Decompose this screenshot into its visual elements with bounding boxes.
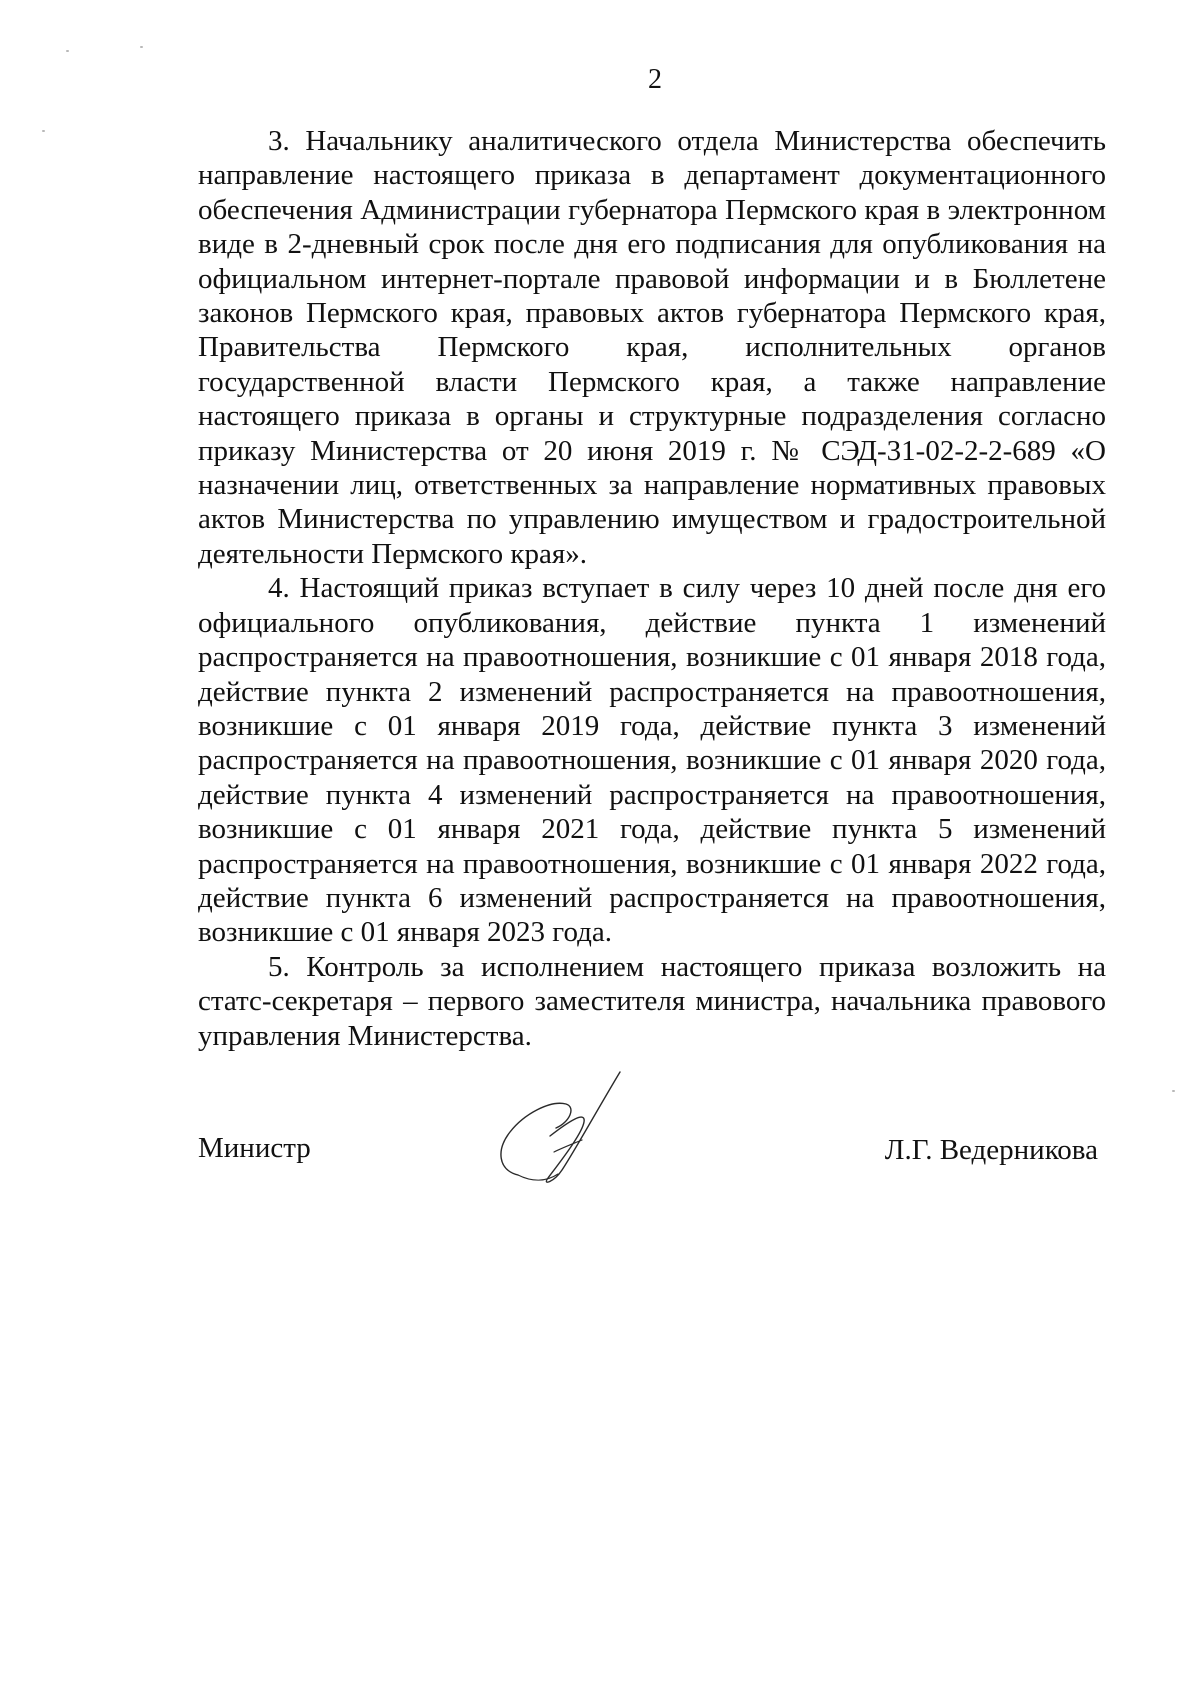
scan-speck bbox=[66, 50, 69, 52]
signatory-position: Министр bbox=[198, 1132, 311, 1164]
handwritten-signature bbox=[488, 1070, 638, 1190]
scan-speck bbox=[1172, 1090, 1175, 1092]
scan-speck bbox=[42, 130, 45, 132]
paragraph-4: 4. Настоящий приказ вступает в силу через 10 дней после дня его официального опубликования, действие пункта 1 изменений распространяется на правоотношения, возникшие с 01 января 2018 года, действие пункта 2 изменений распространяется на правоотношения, возникшие с 01 января 2019 года, действие пункта 3 изменений распространяется на правоотношения, возникшие с 01 января 2020 года, действие пункта 4 изменений распространяется на правоотношения, возникшие с 01 января 2021 года, действие пункта 5 изменений распространяется на правоотношения, возникшие с 01 января 2022 года, действие пункта 6 изменений распространяется на правоотношения, возникшие с 01 января 2023 года. bbox=[198, 572, 1106, 949]
paragraph-5: 5. Контроль за исполнением настоящего приказа возложить на статс-секретаря – первого заместителя министра, начальника правового управления Министерства. bbox=[198, 950, 1106, 1052]
paragraph-3: 3. Начальнику аналитического отдела Министерства обеспечить направление настоящего приказа в департамент документационного обеспечения Администрации губернатора Пермского края в электронном виде в 2-дневный срок после дня его подписания для опубликования на официальном интернет-портале правовой информации и в Бюллетене законов Пермского края, правовых актов губернатора Пермского края, Правительства Пермского края, исполнительных органов государственной власти Пермского края, а также направление настоящего приказа в органы и структурные подразделения согласно приказу Министерства от 20 июня 2019 г. № СЭД-31-02-2-2-689 «О назначении лиц, ответственных за направление нормативных правовых актов Министерства по управлению имуществом и градостроительной деятельности Пермского края». bbox=[198, 125, 1106, 570]
document-body bbox=[198, 124, 1106, 1053]
scan-speck bbox=[140, 46, 143, 48]
signature-block bbox=[198, 1070, 1106, 1220]
page-number: 2 bbox=[648, 64, 662, 95]
signatory-name: Л.Г. Ведерникова bbox=[884, 1134, 1098, 1166]
